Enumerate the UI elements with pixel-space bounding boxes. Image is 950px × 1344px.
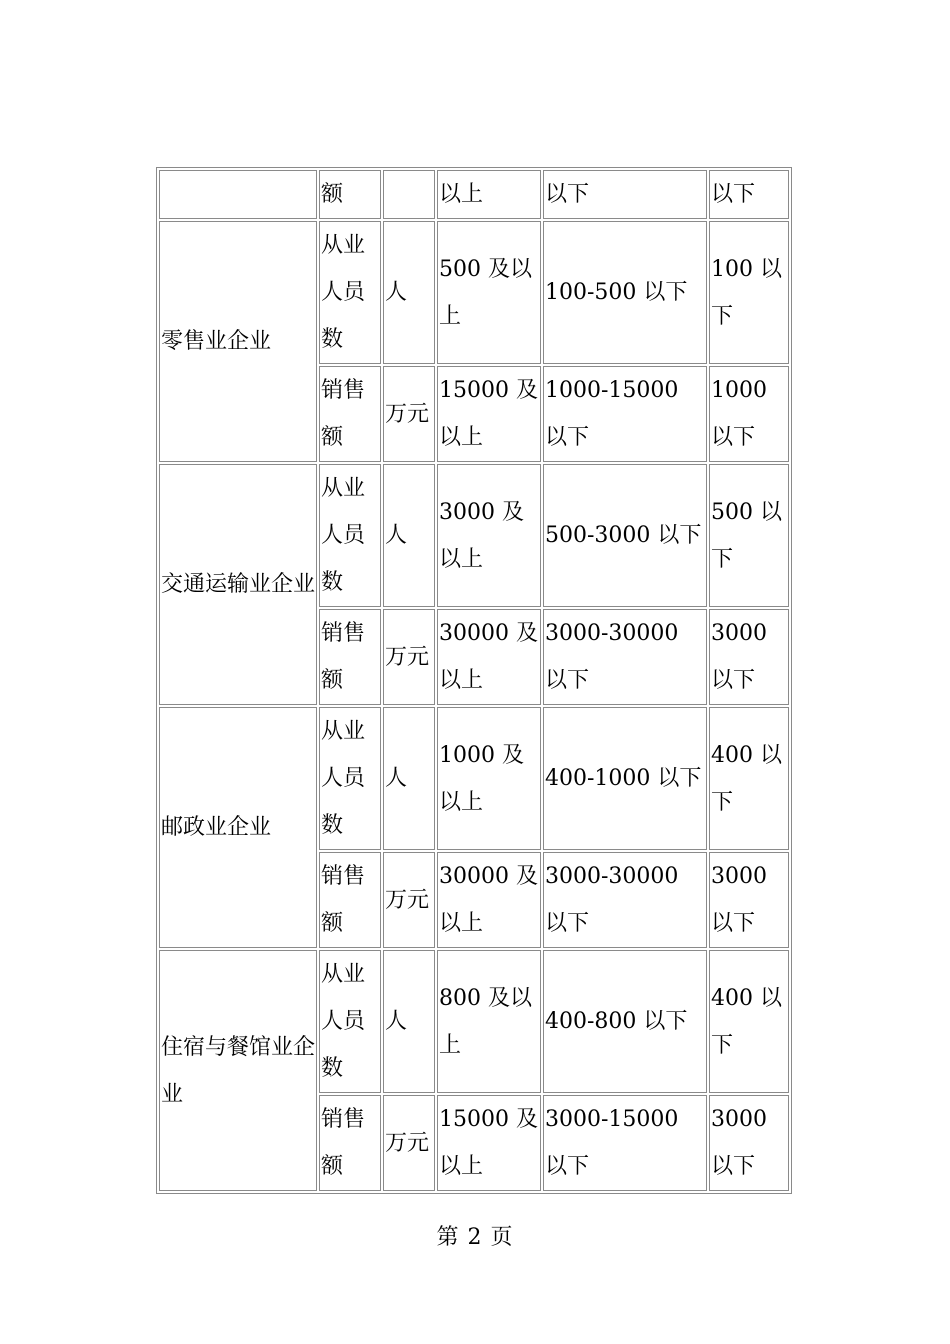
medium-threshold: 3000-15000 以下 <box>543 1095 707 1191</box>
metric-label: 从业人员数 <box>319 464 381 607</box>
large-threshold: 800 及以上 <box>437 950 541 1093</box>
small-threshold: 400 以下 <box>709 707 789 850</box>
unit-label: 人 <box>383 707 435 850</box>
industry-name: 零售业企业 <box>159 221 317 462</box>
large-threshold: 15000 及以上 <box>437 366 541 462</box>
unit-label: 万元 <box>383 609 435 705</box>
metric-label: 销售额 <box>319 1095 381 1191</box>
large-threshold: 1000 及以上 <box>437 707 541 850</box>
medium-threshold: 1000-15000 以下 <box>543 366 707 462</box>
metric-label: 从业人员数 <box>319 950 381 1093</box>
large-threshold: 15000 及以上 <box>437 1095 541 1191</box>
small-threshold: 3000 以下 <box>709 852 789 948</box>
table-row <box>159 221 789 364</box>
small-threshold: 3000 以下 <box>709 1095 789 1191</box>
medium-threshold: 3000-30000 以下 <box>543 609 707 705</box>
medium-threshold: 100-500 以下 <box>543 221 707 364</box>
medium-threshold: 400-1000 以下 <box>543 707 707 850</box>
metric-label: 从业人员数 <box>319 707 381 850</box>
medium-threshold: 400-800 以下 <box>543 950 707 1093</box>
metric-label: 销售额 <box>319 852 381 948</box>
unit-label: 人 <box>383 464 435 607</box>
large-threshold: 3000 及以上 <box>437 464 541 607</box>
continuation-row <box>159 170 789 219</box>
small-threshold: 3000 以下 <box>709 609 789 705</box>
unit-label: 人 <box>383 950 435 1093</box>
table-cell: 以下 <box>543 170 707 219</box>
unit-label: 万元 <box>383 1095 435 1191</box>
industry-name: 邮政业企业 <box>159 707 317 948</box>
metric-label: 从业人员数 <box>319 221 381 364</box>
table-cell: 以上 <box>437 170 541 219</box>
industry-name: 住宿与餐馆业企业 <box>159 950 317 1191</box>
medium-threshold: 3000-30000 以下 <box>543 852 707 948</box>
large-threshold: 500 及以上 <box>437 221 541 364</box>
table-cell: 额 <box>319 170 381 219</box>
large-threshold: 30000 及以上 <box>437 609 541 705</box>
table-row <box>159 707 789 850</box>
table-row <box>159 464 789 607</box>
small-threshold: 500 以下 <box>709 464 789 607</box>
unit-label: 万元 <box>383 366 435 462</box>
metric-label: 销售额 <box>319 609 381 705</box>
small-threshold: 1000 以下 <box>709 366 789 462</box>
small-threshold: 100 以下 <box>709 221 789 364</box>
medium-threshold: 500-3000 以下 <box>543 464 707 607</box>
enterprise-size-table <box>156 167 792 1194</box>
page-number: 第 2 页 <box>436 1225 514 1250</box>
table-cell: 以下 <box>709 170 789 219</box>
large-threshold: 30000 及以上 <box>437 852 541 948</box>
metric-label: 销售额 <box>319 366 381 462</box>
table-cell <box>383 170 435 219</box>
unit-label: 万元 <box>383 852 435 948</box>
small-threshold: 400 以下 <box>709 950 789 1093</box>
unit-label: 人 <box>383 221 435 364</box>
table-cell <box>159 170 317 219</box>
industry-name: 交通运输业企业 <box>159 464 317 705</box>
table-row <box>159 950 789 1093</box>
